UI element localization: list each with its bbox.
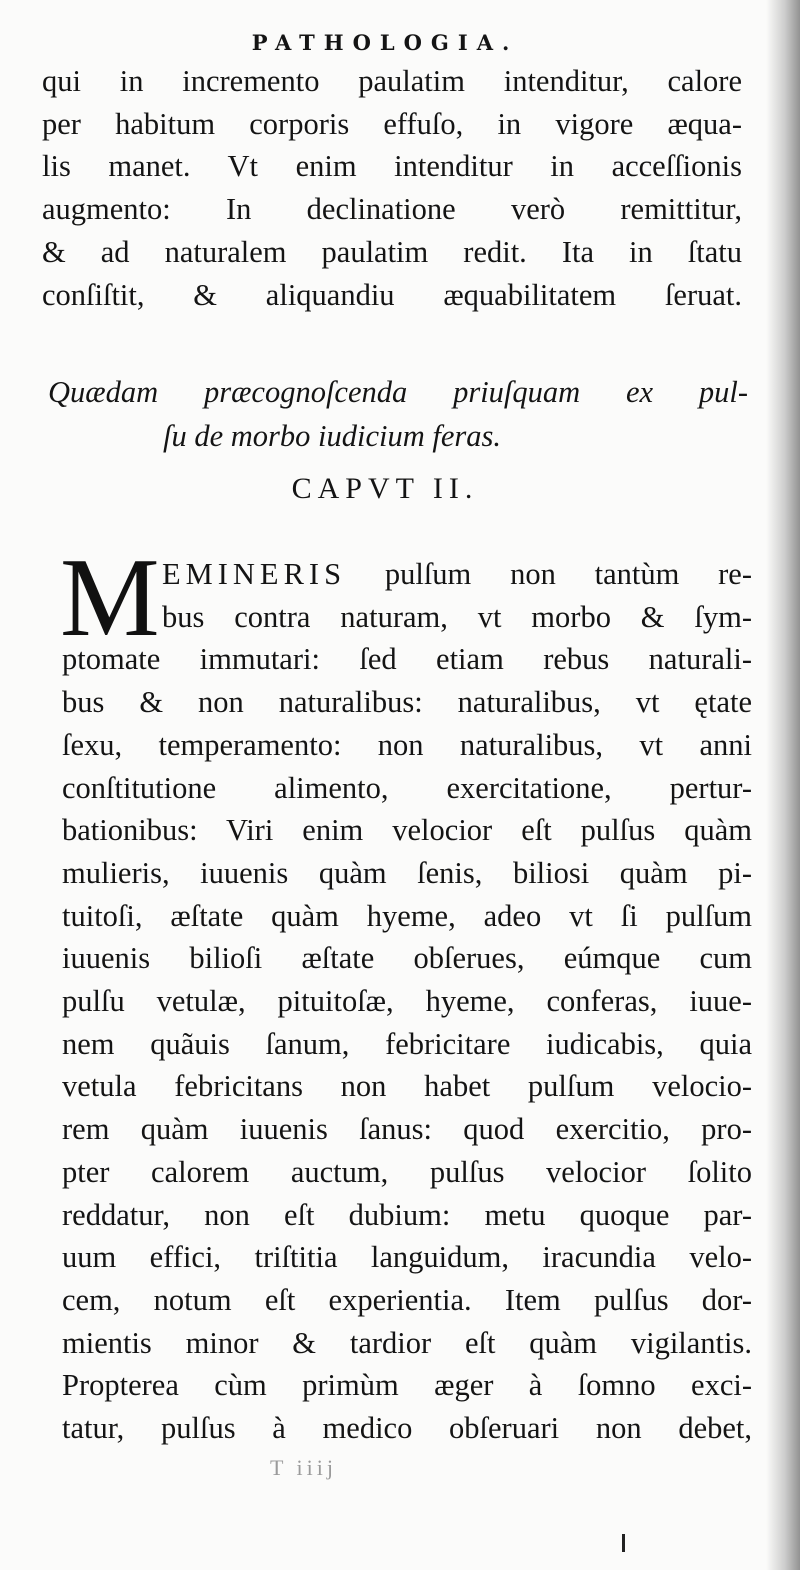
signature-mark: T iiij — [270, 1455, 337, 1480]
text-line: augmento: In declinatione verò remittitur, — [42, 192, 742, 227]
section-title — [48, 370, 748, 458]
text-line: bus contra naturam, vt morbo & ſym- — [162, 599, 752, 634]
text-line: bus & non naturalibus: naturalibus, vt ętate — [62, 685, 752, 720]
first-line-rest: pulſum non tantùm re- — [384, 557, 753, 591]
text-line: tatur, pulſus à medico obſeruari non debet, — [62, 1411, 752, 1446]
text-line: tuitoſi, æſtate quàm hyeme, adeo vt ſi pulſum — [62, 898, 752, 933]
text-line: & ad naturalem paulatim redit. Ita in ſtatu — [42, 234, 742, 269]
text-line: uum effici, triſtitia languidum, iracundia velo- — [62, 1240, 752, 1275]
drop-cap: M — [60, 536, 160, 660]
page-edge-shadow — [766, 0, 800, 1570]
text-line: cem, notum eſt experientia. Item pulſus dor- — [62, 1282, 752, 1317]
text-line: mulieris, iuuenis quàm ſenis, biliosi quàm pi- — [62, 855, 752, 890]
bottom-ink-mark — [622, 1534, 625, 1552]
text-line: mientis minor & tardior eſt quàm vigilantis. — [62, 1325, 752, 1360]
text-line: lis manet. Vt enim intenditur in acceſſionis — [42, 149, 742, 184]
text-line: rem quàm iuuenis ſanus: quod exercitio, pro- — [62, 1112, 752, 1147]
first-word: EMINERIS — [162, 557, 347, 591]
text-line: per habitum corporis effuſo, in vigore æqua- — [42, 106, 742, 141]
first-paragraph — [42, 60, 742, 316]
running-head: PATHOLOGIA. — [251, 30, 519, 55]
text-line: nem quãuis ſanum, febricitare iudicabis, quia — [62, 1026, 752, 1061]
text-line: pter calorem auctum, pulſus velocior ſolito — [62, 1154, 752, 1189]
text-line: vetula febricitans non habet pulſum velocio- — [62, 1069, 752, 1104]
text-line: qui in incremento paulatim intenditur, calore — [42, 64, 742, 98]
main-paragraph — [62, 553, 752, 1450]
title-line: Quædam præcognoſcenda priuſquam ex pul- — [48, 375, 748, 409]
text-line: ſexu, temperamento: non naturalibus, vt anni — [62, 727, 752, 762]
text-line — [62, 553, 752, 596]
text-line: conſiſtit, & aliquandiu æquabilitatem ſeruat. — [42, 277, 742, 312]
text-line: pulſu vetulæ, pituitoſæ, hyeme, conferas, iuue- — [62, 984, 752, 1019]
text-line: ptomate immutari: ſed etiam rebus naturali- — [62, 642, 752, 677]
text-line: Propterea cùm primùm æger à ſomno exci- — [62, 1368, 752, 1403]
text-line: reddatur, non eſt dubium: metu quoque par- — [62, 1197, 752, 1232]
title-line: ſu de morbo iudicium feras. — [163, 419, 502, 453]
chapter-heading: CAPVT II. — [291, 472, 479, 505]
text-line: conſtitutione alimento, exercitatione, pertur- — [62, 770, 752, 805]
text-line: bationibus: Viri enim velocior eſt pulſus quàm — [62, 813, 752, 848]
text-line: iuuenis bilioſi æſtate obſerues, eúmque cum — [62, 941, 752, 976]
